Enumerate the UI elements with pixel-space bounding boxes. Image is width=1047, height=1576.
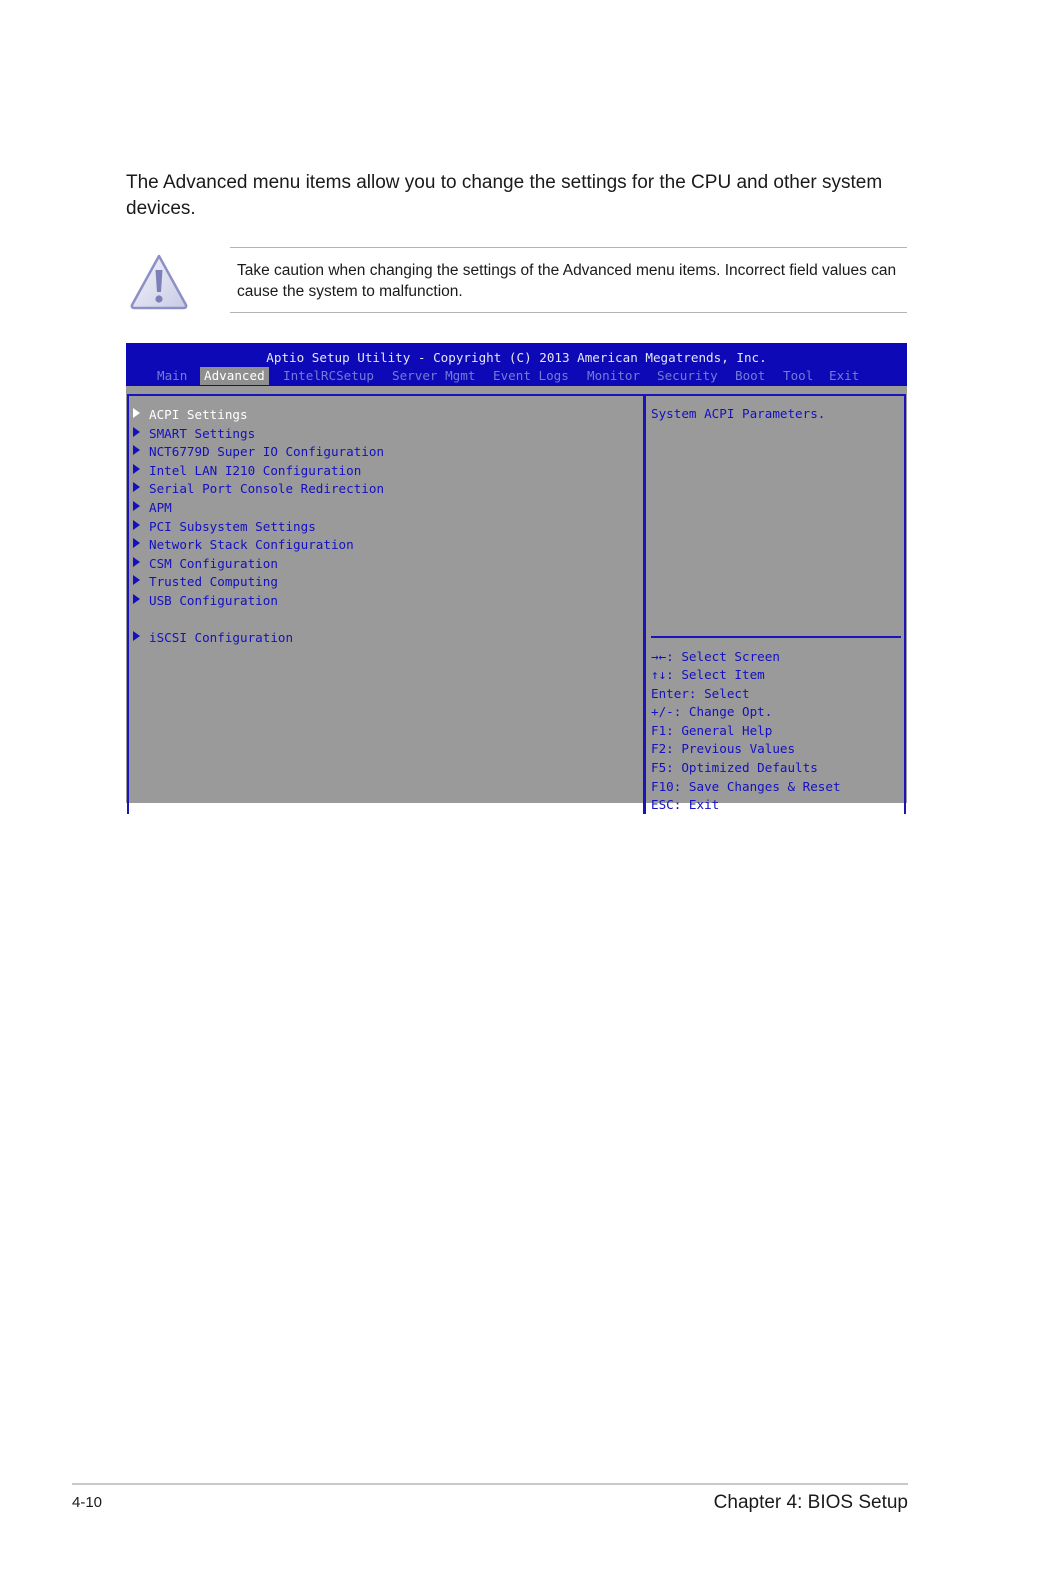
key-help-select-item: ↑↓: Select Item xyxy=(651,667,765,682)
menu-item-label: Intel LAN I210 Configuration xyxy=(149,463,362,478)
caution-note xyxy=(230,247,907,313)
submenu-arrow-icon xyxy=(133,594,140,604)
submenu-arrow-icon xyxy=(133,464,140,474)
footer-rule xyxy=(72,1483,908,1485)
menu-item-pci-subsystem[interactable] xyxy=(133,518,316,536)
tab-event-logs[interactable]: Event Logs xyxy=(493,368,569,383)
key-help-f10: F10: Save Changes & Reset xyxy=(651,779,841,794)
key-help-select-screen: →←: Select Screen xyxy=(651,649,780,664)
menu-item-trusted-computing[interactable] xyxy=(133,573,278,591)
caution-text: Take caution when changing the settings of the Advanced menu items. Incorrect field values can cause the system to malfunction. xyxy=(237,262,897,300)
tab-main[interactable]: Main xyxy=(157,368,188,383)
bios-tab-bar xyxy=(126,367,907,386)
menu-item-csm[interactable] xyxy=(133,555,278,573)
help-divider xyxy=(651,636,901,638)
tab-exit[interactable]: Exit xyxy=(829,368,860,383)
key-help-esc: ESC: Exit xyxy=(651,797,720,812)
menu-item-serial-port[interactable] xyxy=(133,480,384,498)
menu-item-network-stack[interactable] xyxy=(133,536,354,554)
intro-paragraph: The Advanced menu items allow you to change the settings for the CPU and other system devices. xyxy=(126,172,883,219)
tab-intelrcsetup[interactable]: IntelRCSetup xyxy=(283,368,374,383)
submenu-arrow-icon xyxy=(133,538,140,548)
help-description: System ACPI Parameters. xyxy=(651,406,826,421)
key-help-f2: F2: Previous Values xyxy=(651,741,796,756)
menu-item-usb[interactable] xyxy=(133,592,278,610)
menu-item-label: SMART Settings xyxy=(149,426,256,441)
tab-advanced[interactable]: Advanced xyxy=(200,367,269,385)
tab-tool[interactable]: Tool xyxy=(783,368,814,383)
menu-item-label: CSM Configuration xyxy=(149,556,278,571)
menu-item-label: USB Configuration xyxy=(149,593,278,608)
bios-header xyxy=(126,343,907,386)
bios-screenshot xyxy=(126,343,907,812)
submenu-arrow-icon xyxy=(133,520,140,530)
menu-item-apm[interactable] xyxy=(133,499,172,517)
menu-item-label: NCT6779D Super IO Configuration xyxy=(149,444,385,459)
menu-item-iscsi[interactable] xyxy=(133,629,293,647)
bios-menu-panel xyxy=(127,394,645,814)
bios-title: Aptio Setup Utility - Copyright (C) 2013 American Megatrends, Inc. xyxy=(266,350,767,365)
chapter-title: Chapter 4: BIOS Setup xyxy=(713,1492,908,1513)
menu-item-super-io[interactable] xyxy=(133,443,384,461)
tab-server-mgmt[interactable]: Server Mgmt xyxy=(392,368,476,383)
submenu-arrow-icon xyxy=(133,575,140,585)
menu-item-label: Network Stack Configuration xyxy=(149,537,354,552)
menu-item-intel-lan[interactable] xyxy=(133,462,361,480)
menu-item-label: Trusted Computing xyxy=(149,574,278,589)
menu-item-label: Serial Port Console Redirection xyxy=(149,481,385,496)
submenu-arrow-icon xyxy=(133,482,140,492)
menu-item-label: PCI Subsystem Settings xyxy=(149,519,316,534)
key-help-f5: F5: Optimized Defaults xyxy=(651,760,818,775)
submenu-arrow-icon xyxy=(133,408,140,418)
submenu-arrow-icon xyxy=(133,631,140,641)
submenu-arrow-icon xyxy=(133,557,140,567)
bios-help-panel xyxy=(644,394,906,814)
key-help-enter: Enter: Select xyxy=(651,686,750,701)
tab-monitor[interactable]: Monitor xyxy=(587,368,641,383)
menu-item-label: APM xyxy=(149,500,172,515)
menu-item-acpi-settings[interactable] xyxy=(133,406,248,424)
submenu-arrow-icon xyxy=(133,427,140,437)
menu-item-label: iSCSI Configuration xyxy=(149,630,294,645)
key-help-f1: F1: General Help xyxy=(651,723,773,738)
submenu-arrow-icon xyxy=(133,445,140,455)
menu-item-smart-settings[interactable] xyxy=(133,425,255,443)
menu-item-label: ACPI Settings xyxy=(149,407,248,422)
page-number: 4-10 xyxy=(72,1494,103,1511)
tab-boot[interactable]: Boot xyxy=(735,368,766,383)
tab-security[interactable]: Security xyxy=(657,368,718,383)
warning-triangle-icon xyxy=(128,252,190,310)
key-help-change-opt: +/-: Change Opt. xyxy=(651,704,773,719)
submenu-arrow-icon xyxy=(133,501,140,511)
